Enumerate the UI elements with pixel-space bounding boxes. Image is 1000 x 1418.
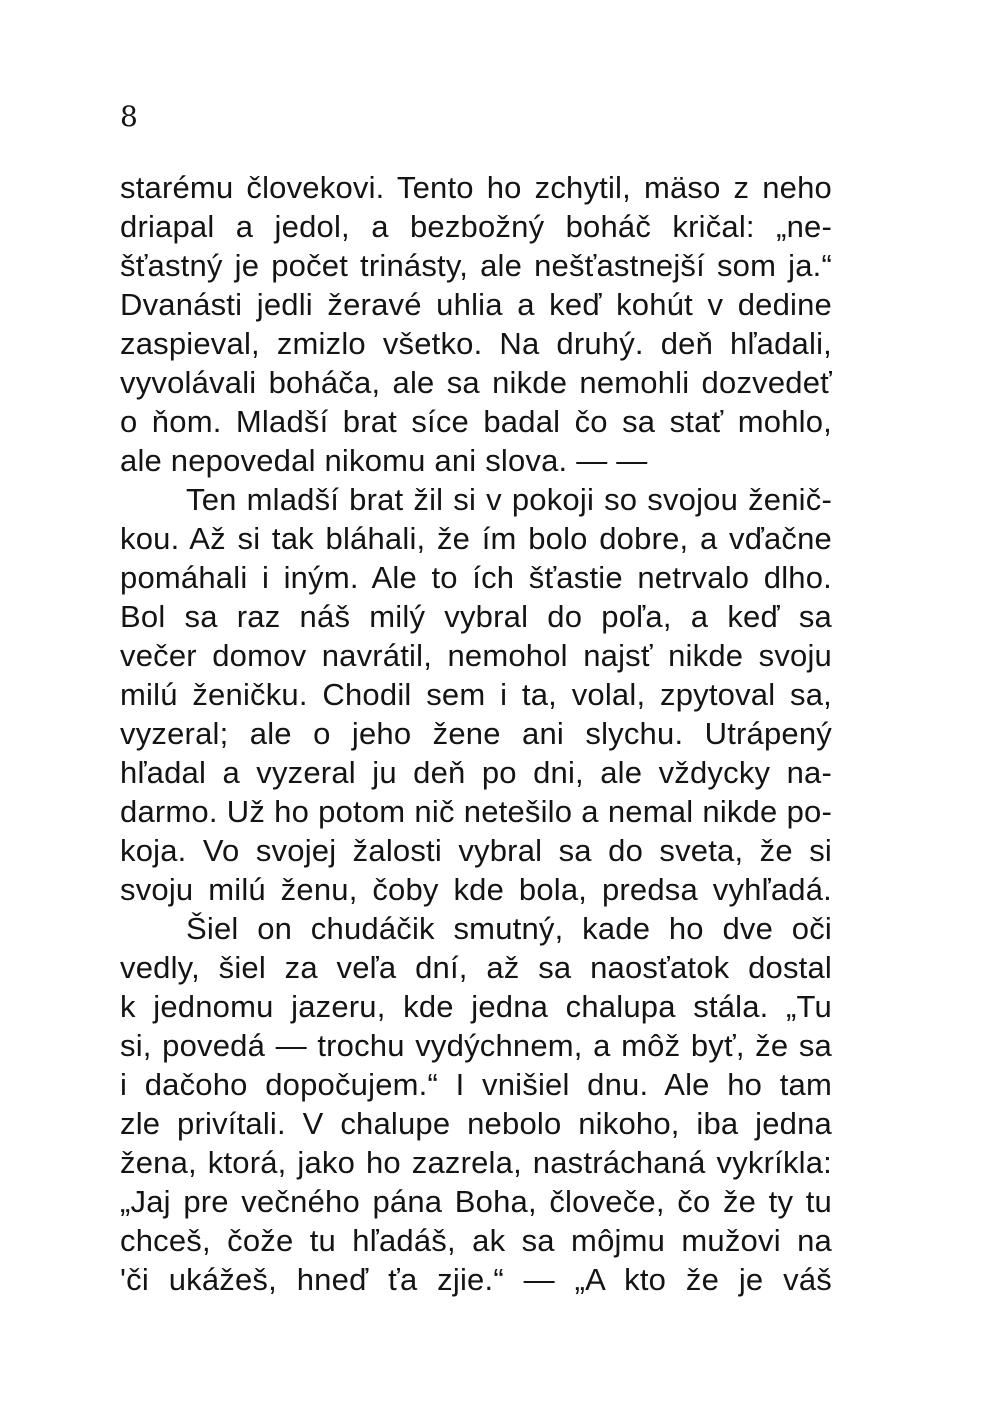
text-line: „Jaj pre večného pána Boha, človeče, čo že ty tu — [120, 1184, 832, 1219]
text-line: Bol sa raz náš milý vybral do poľa, a keď sa — [120, 599, 832, 634]
text-line: pomáhali i iným. Ale to ích šťastie netrvalo dlho. — [120, 560, 832, 595]
text-line: vyzeral; ale o jeho žene ani slychu. Utrápený — [120, 716, 832, 751]
text-line: chceš, čože tu hľadáš, ak sa môjmu mužovi na — [120, 1223, 832, 1258]
text-line: Šiel on chudáčik smutný, kade ho dve oči — [186, 911, 832, 946]
text-line: k jednomu jazeru, kde jedna chalupa stála. „Tu — [120, 989, 832, 1024]
text-line: žena, ktorá, jako ho zazrela, nastráchaná vykríkla: — [120, 1145, 832, 1180]
text-line: starému človekovi. Tento ho zchytil, mäso z neho — [120, 170, 832, 205]
text-line: hľadal a vyzeral ju deň po dni, ale vždycky na- — [120, 755, 832, 790]
text-line: milú ženičku. Chodil sem i ta, volal, zpytoval sa, — [120, 677, 832, 712]
text-line: i dačoho dopočujem.“ I vnišiel dnu. Ale ho tam — [120, 1067, 832, 1102]
text-line: večer domov navrátil, nemohol najsť nikde svoju — [120, 638, 832, 673]
text-line: kou. Až si tak bláhali, že ím bolo dobre, a vďačne — [120, 521, 832, 556]
text-line: o ňom. Mladší brat síce badal čo sa stať mohlo, — [120, 404, 832, 439]
text-line: Ten mladší brat žil si v pokoji so svojou ženič- — [186, 482, 832, 517]
text-line: vedly, šiel za veľa dní, až sa naosťatok dostal — [120, 950, 832, 985]
page-number: 8 — [120, 100, 138, 133]
text-line: darmo. Už ho potom nič netešilo a nemal nikde po- — [120, 794, 832, 829]
text-line: si, povedá — trochu vydýchnem, a môž byť, že sa — [120, 1028, 832, 1063]
text-line: Dvanásti jedli žeravé uhlia a keď kohút v dedine — [120, 287, 832, 322]
text-line: koja. Vo svojej žalosti vybral sa do sveta, že si — [120, 833, 832, 868]
text-line: zaspieval, zmizlo všetko. Na druhý. deň hľadali, — [120, 326, 832, 361]
text-line: svoju milú ženu, čoby kde bola, predsa vyhľadá. — [120, 872, 832, 907]
text-line: driapal a jedol, a bezbožný boháč kričal: „ne- — [120, 209, 832, 244]
text-line: zle privítali. V chalupe nebolo nikoho, iba jedna — [120, 1106, 832, 1141]
text-line: 'či ukážeš, hneď ťa zjie.“ — „A kto že je váš — [120, 1262, 832, 1297]
text-line: šťastný je počet trinásty, ale nešťastnejší som ja.“ — [120, 248, 832, 283]
body-text — [120, 168, 832, 1299]
text-line: vyvolávali boháča, ale sa nikde nemohli dozvedeť — [120, 365, 832, 400]
text-line: ale nepovedal nikomu ani slova. — — — [120, 443, 648, 478]
